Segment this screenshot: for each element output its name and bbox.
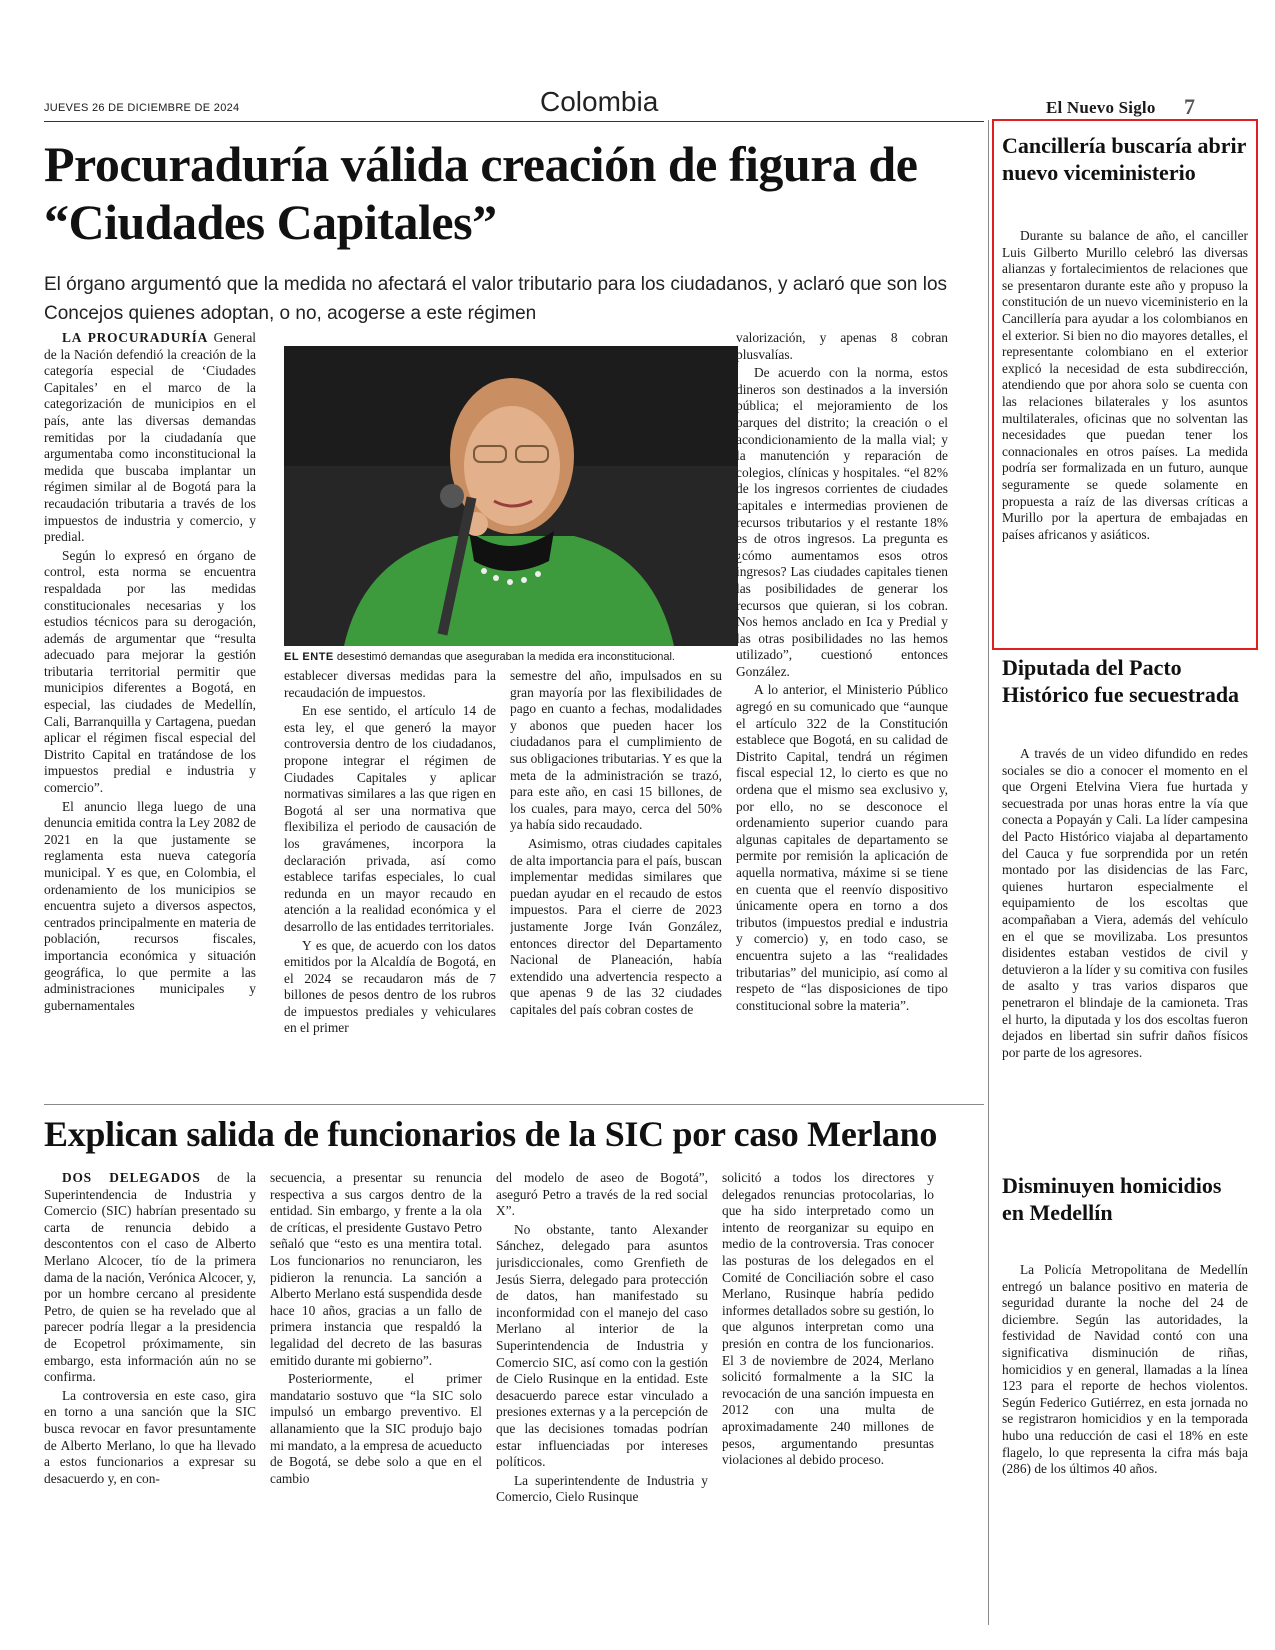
main-headline: Procuraduría válida creación de figura de “Ciudades Capitales” [44, 136, 918, 250]
paragraph: La superintendente de Industria y Comercio, Cielo Rusinque [496, 1472, 708, 1505]
paragraph: secuencia, a presentar su renuncia respectiva a sus cargos dentro de la entidad. Sin embargo, y frente a la ola de críticas, el presidente Gustavo Petro señaló que “esto es una mentira total. Los funcionarios no renunciaron, les pidieron la renuncia. La sanción a Alberto Merlano está suspendida desde hace 10 años, gracias a un fallo de primera instancia que respaldó la legalidad del decreto de las basuras emitido durante mi gobierno”. [270, 1170, 482, 1368]
paragraph: De acuerdo con la norma, estos dineros son destinados a la inversión pública; el mejoramiento de los parques del distrito; la creación o el acondicionamiento de la malla vial; y la manutención y reparación de colegios, clínicas y hospitales. “el 82% de los ingresos corrientes de ciudades capitales e intermedias provienen de recursos tributarios y el restante 18% es de otros ingresos. La pregunta es ¿cómo aumentamos esos otros ingresos? Las ciudades capitales tienen las posibilidades de generar los recursos que quieran, si los cobran. Nos hemos anclado en Ica y Predial y las otras posibilidades no las hemos utilizado”, cuestionó entonces González. [736, 365, 948, 679]
paragraph: establecer diversas medidas para la recaudación de impuestos. [284, 668, 496, 700]
lead-in: DOS DELEGADOS [62, 1170, 201, 1185]
main-column-3 [510, 668, 722, 1086]
brief-headline-homicidios: Disminuyen homicidios en Medellín [1002, 1173, 1222, 1225]
article-divider [44, 1104, 984, 1105]
paragraph: La controversia en este caso, gira en torno a una sanción que la SIC busca revocar en favor presuntamente de Alberto Merlano, lo que ha llevado a estos funcionarios a expresar su desacuerdo y, en con- [44, 1387, 256, 1486]
page-number: 7 [1184, 94, 1195, 119]
paragraph: Según lo expresó en órgano de control, esta norma se encuentra respaldada por las medidas constitucionales necesarias y los estudios técnicos para su derogación, además de argumentar que “resulta adecuado para mejorar la gestión tributaria territorial permitir que municipios diferentes a Bogotá, en especial, las ciudades de Medellín, Cali, Barranquilla y Cartagena, puedan aplicar el régimen fiscal especial del Distrito Capital en tratándose de los impuestos predial e industria y comercio”. [44, 547, 256, 796]
header-divider [44, 121, 984, 122]
paragraph: de la Superintendencia de Industria y Comercio (SIC) habrían presentado su carta de renuncia debido a descontentos con el caso de Alberto Merlano Alcocer, tío de la primera dama de la nación, Verónica Alcocer, y, por un hombre cercano al presidente Petro, de quien se ha revelado que al parecer podría llegar a la presidencia de Ecopetrol próximamente, sin embargo, esta información aún no se confirma. [44, 1170, 256, 1385]
paragraph: A través de un video difundido en redes sociales se dio a conocer el momento en el que Orgeni Etelvina Viera fue hurtada y secuestrada por unas horas entre la vía que conecta a Popayán y Cali. La líder campesina del Pacto Histórico viajaba al departamento del Cauca y fue sorprendida por un retén montado por las disidencias de las Farc, quienes hurtaron especialmente el equipamiento de los escoltas que acompañaban a Viera, además del vehículo en el que se movilizaba. Los presuntos disidentes estaban vestidos de civil y detuvieron a la líder y su comitiva con fusiles de asalto y tras varios disparos que penetraron el blindaje de la camioneta. Tras el hurto, la diputada y los dos escoltas fueron dejados en libertad sin sufrir daños físicos por parte de los agresores. [1002, 746, 1248, 1060]
newspaper-logo: El Nuevo Siglo [1046, 98, 1156, 117]
main-column-2 [284, 668, 496, 1086]
issue-date: JUEVES 26 DE DICIEMBRE DE 2024 [44, 102, 240, 114]
section-title: Colombia [540, 86, 659, 117]
caption-label: EL ENTE [284, 651, 334, 663]
main-column-4 [736, 330, 948, 1086]
caption-text: desestimó demandas que aseguraban la medida era inconstitucional. [336, 651, 675, 663]
brief-headline-diputada: Diputada del Pacto Histórico fue secuestrada [1002, 655, 1240, 707]
brief-body-diputada [1002, 746, 1248, 1146]
paragraph: semestre del año, impulsados en su gran mayoría por las flexibilidades de pago en cuanto a fechas, modalidades y abonos que pueden hacer los ciudadanos para el cumplimiento de sus obligaciones tributarias. Y es que la meta de la administración se trazó, para este año, en casi 15 billones, de los cuales, para mayo, cerca del 50% ya había sido recaudado. [510, 668, 722, 833]
paragraph: La Policía Metropolitana de Medellín entregó un balance positivo en materia de seguridad durante la noche del 24 de diciembre. Según las autoridades, la festividad de Navidad contó con una significativa disminución de riñas, homicidios y en general, llamadas a la línea 123 para el reporte de hechos violentos. Según Federico Gutiérrez, en esta jornada no se registraron homicidios y en la temporada hubo una reducción de casi el 18% en este flagelo, lo que representa la cifra más baja (286) de los últimos 40 años. [1002, 1262, 1248, 1477]
paragraph: Asimismo, otras ciudades capitales de alta importancia para el país, buscan implementar medidas similares que puedan ayudar en el recaudo de estos impuestos. Para el cierre de 2023 justamente Jorge Iván González, entonces director del Departamento Nacional de Planeación, había extendido una advertencia respecto a que apenas 9 de las 32 ciudades capitales del país cobran costes de [510, 835, 722, 1017]
second-column-4 [722, 1170, 934, 1610]
paragraph: Posteriormente, el primer mandatario sostuvo que “la SIC solo impulsó un embargo preventivo. El allanamiento que la SIC produjo bajo mi mandato, a la empresa de acueducto de Bogotá, se debe solo a que en el cambio [270, 1371, 482, 1486]
paragraph: El anuncio llega luego de una denuncia emitida contra la Ley 2082 de 2021 en la que justamente se reglamenta esta nueva categoría municipal. Y es que, en Colombia, el ordenamiento de los municipios se encuentra sujeto a diversos aspectos, centrados principalmente en materia de población, recursos fiscales, importancia económica y situación geográfica, lo que permite a las administraciones municipales y gubernamentales [44, 798, 256, 1013]
photo-procuradora [284, 346, 738, 646]
main-subheadline: El órgano argumentó que la medida no afectará el valor tributario para los ciudadanos, y aclaró que son los Concejos quienes adoptan, o no, acogerse a este régimen [44, 274, 948, 324]
lead-in: LA PROCURADURÍA [62, 330, 209, 345]
article-photo [284, 346, 738, 646]
second-column-2 [270, 1170, 482, 1610]
second-headline: Explican salida de funcionarios de la SIC por caso Merlano [44, 1114, 938, 1154]
brief-body-cancilleria [1002, 228, 1248, 642]
paragraph: valorización, y apenas 8 cobran plusvalías. [736, 330, 948, 362]
paragraph: No obstante, tanto Alexander Sánchez, delegado para asuntos jurisdiccionales, como Grenfieth de Jesús Sierra, delegado para protección de datos, han manifestado su inconformidad con el manejo del caso Merlano al interior de la Superintendencia de Industria y Comercio SIC, así como con la gestión de Cielo Rusinque en la entidad. Este desacuerdo parece estar vinculado a presiones externas y a la percepción de que las decisiones tomadas podrían estar influenciadas por intereses políticos. [496, 1221, 708, 1470]
paragraph: del modelo de aseo de Bogotá”, aseguró Petro a través de la red social X”. [496, 1170, 708, 1219]
brief-headline-cancilleria: Cancillería buscaría abrir nuevo viceministerio [1002, 133, 1247, 185]
photo-caption [284, 650, 744, 664]
main-column-1 [44, 330, 256, 1086]
paragraph: Durante su balance de año, el canciller Luis Gilberto Murillo celebró las diversas alianzas y fortalecimientos de relaciones que se presentaron durante este año y propuso la constitución de un nuevo viceministerio en la Cancillería para ayudar a los colombianos en el exterior. Si bien no dio mayores detalles, el representante colombiano en el exterior explicó la necesidad de esta subdirección, atendiendo que por ahora solo se cuenta con las relaciones bilaterales y los asuntos multilaterales, oficinas que no solventan las necesidades que puedan tener los connacionales en otros países. La medida podría ser formalizada en un futuro, aunque seguramente se quede solamente en propuesta a raíz de las diversas críticas a Murillo por la apertura de embajadas en países africanos y asiáticos. [1002, 228, 1248, 542]
paragraph: General de la Nación defendió la creación de la categoría especial de ‘Ciudades Capitales’ en el marco de la categorización de municipios en el país, ante las diversas demandas remitidas por la ciudadanía que argumentaba como inconstitucional la medida que buscaba implantar un régimen similar al de Bogotá para la recaudación tributaria a través de los impuestos de industria y comercio, y predial. [44, 330, 256, 545]
second-column-3 [496, 1170, 708, 1610]
brief-body-homicidios [1002, 1262, 1248, 1612]
paragraph: En ese sentido, el artículo 14 de esta ley, el que generó la mayor controversia dentro de los ciudadanos, propone integrar el régimen de Ciudades Capitales y aplicar normativas similares a las que rigen en Bogotá al ser una normativa que flexibiliza el periodo de causación de los gravámenes, incorpora la declaración privada, así como establece tarifas especiales, lo cual redunda en un mayor recaudo en atención a la realidad económica y el desarrollo de las entidades territoriales. [284, 703, 496, 934]
sidebar-divider [988, 120, 989, 1625]
paragraph: Y es que, de acuerdo con los datos emitidos por la Alcaldía de Bogotá, en el 2024 se recaudaron más de 7 billones de pesos dentro de los rubros de impuestos prediales y vehiculares en el primer [284, 937, 496, 1036]
paragraph: solicitó a todos los directores y delegados renuncias protocolarias, lo que ha sido interpretado como un intento de reorganizar su equipo en medio de la controversia. Tras conocer las posturas de los delegados en el Comité de Conciliación sobre el caso Merlano, Rusinque habría pedido informes detallados sobre su gestión, lo que algunos interpretan como una presión en contra de los funcionarios. El 3 de noviembre de 2024, Merlano solicitó formalmente a la SIC la revocación de una sanción impuesta en 2012 con una multa de aproximadamente 240 millones de pesos, argumentando presuntas violaciones al debido proceso. [722, 1170, 934, 1468]
paragraph: A lo anterior, el Ministerio Público agregó en su comunicado que “aunque el artículo 322 de la Constitución establece que Bogotá, en su calidad de Distrito Capital, tendrá un régimen fiscal especial 12, lo cierto es que no ordena que el mismo sea exclusivo y, por ello, no se desconoce el ordenamiento superior cuando para algunas capitales de departamento se permite por remisión la aplicación de aquella normativa, máxime si se tiene en cuenta que el reenvío dispositivo únicamente opera en torno a dos tributos (impuestos predial e industria y comercio) y, en todo caso, se encuentra sujeto a las “realidades tributarias” del municipio, así como al respeto de “las disposiciones de tipo constitucional sobre la materia”. [736, 682, 948, 1013]
second-column-1 [44, 1170, 256, 1610]
